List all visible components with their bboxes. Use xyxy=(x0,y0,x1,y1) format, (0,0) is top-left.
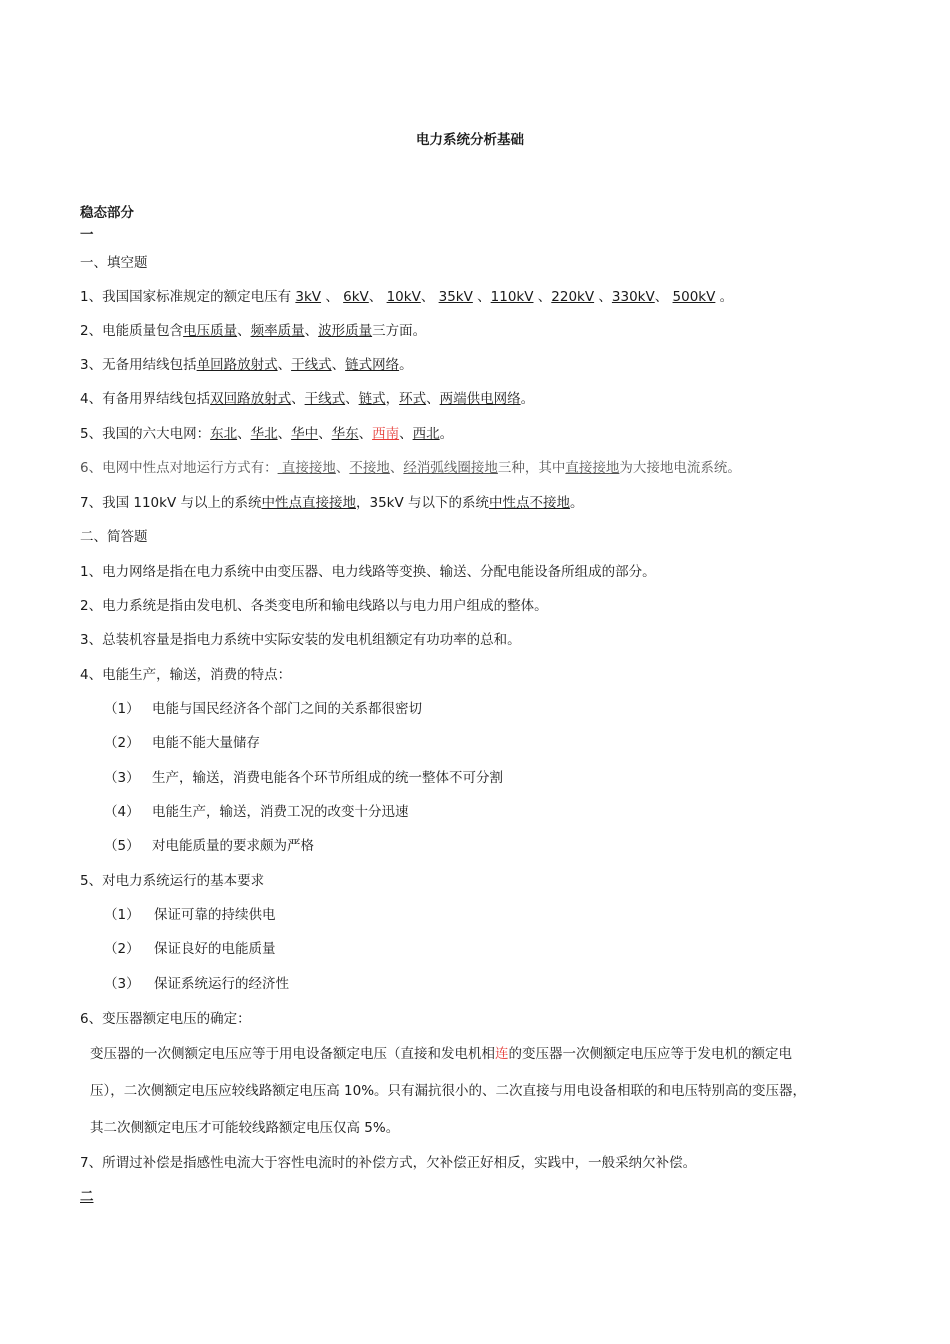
voltage-value: 110kV xyxy=(490,289,534,305)
fill-q1 xyxy=(80,288,733,306)
answer: 中性点不接地 xyxy=(489,495,571,511)
list-item xyxy=(104,906,276,924)
sep: 、 xyxy=(291,391,305,407)
sep: 、 xyxy=(358,426,373,442)
item-number: （2） xyxy=(104,941,140,957)
item-text: 电能不能大量储存 xyxy=(152,735,260,751)
q7-prefix: 7、我国 110kV 与以上的系统 xyxy=(80,495,262,511)
paragraph-line: 压），二次侧额定电压应较线路额定电压高 10%。只有漏抗很小的、二次直接与用电设备相联的和电压特别高的变压器， xyxy=(90,1083,807,1099)
sep: ， xyxy=(385,391,400,407)
section-heading: 稳态部分 xyxy=(80,205,134,221)
list-item xyxy=(104,734,260,752)
item-text: 电能与国民经济各个部门之间的关系都很密切 xyxy=(152,701,422,717)
item-number: （4） xyxy=(104,804,140,820)
list-item xyxy=(104,769,503,787)
short-q6: 6、变压器额定电压的确定： xyxy=(80,1011,251,1027)
sep: 、 xyxy=(654,289,673,305)
q5-prefix: 5、我国的六大电网： xyxy=(80,426,211,442)
fill-q2 xyxy=(80,322,426,340)
list-item xyxy=(104,700,422,718)
sep: 、 xyxy=(321,289,344,305)
sep: 、 xyxy=(594,289,612,305)
voltage-value: 3kV xyxy=(295,289,322,305)
sep: 、 xyxy=(318,426,332,442)
item-text: 保证可靠的持续供电 xyxy=(154,907,276,923)
answer: 中性点直接接地 xyxy=(261,495,356,511)
sep: 、 xyxy=(237,426,251,442)
fill-q4 xyxy=(80,390,534,408)
item-text: 保证良好的电能质量 xyxy=(154,941,276,957)
sep: 、 xyxy=(335,460,350,476)
voltage-value: 35kV xyxy=(438,289,473,305)
answer: 环式 xyxy=(399,391,427,407)
voltage-value: 500kV xyxy=(672,289,716,305)
paragraph-line: 其二次侧额定电压才可能较线路额定电压仅高 5%。 xyxy=(90,1120,400,1136)
voltage-value: 330kV xyxy=(611,289,655,305)
section-mark-two: 二 xyxy=(80,1189,94,1205)
voltage-value: 10kV xyxy=(386,289,421,305)
fill-q6 xyxy=(80,459,741,477)
page-title: 电力系统分析基础 xyxy=(416,132,524,148)
sep: 、 xyxy=(533,289,552,305)
answer: 不接地 xyxy=(349,460,390,476)
text: 的变压器一次侧额定电压应等于发电机的额定电 xyxy=(508,1046,792,1062)
answer: 两端供电网络 xyxy=(439,391,521,407)
short-q2: 2、电力系统是指由发电机、各类变电所和输电线路以与电力用户组成的整体。 xyxy=(80,598,548,614)
short-q1: 1、电力网络是指在电力系统中由变压器、电力线路等变换、输送、分配电能设备所组成的部分。 xyxy=(80,564,656,580)
paragraph-line xyxy=(90,1045,792,1063)
sep: 。 xyxy=(520,391,535,407)
answer: 经消弧线圈接地 xyxy=(403,460,498,476)
q1-prefix: 1、我国国家标准规定的额定电压有 xyxy=(80,289,296,305)
voltage-value: 6kV xyxy=(343,289,369,305)
sep: 三种，其中 xyxy=(497,460,566,476)
answer: 单回路放射式 xyxy=(196,357,278,373)
sep: 、 xyxy=(472,289,491,305)
item-text: 对电能质量的要求颇为严格 xyxy=(152,838,314,854)
grid-name: 华北 xyxy=(250,426,278,442)
answer: 电压质量 xyxy=(183,323,238,339)
sep: ，35kV 与以下的系统 xyxy=(356,495,490,511)
answer: 频率质量 xyxy=(250,323,305,339)
answer: 干线式 xyxy=(304,391,346,407)
section-mark-one: 一 xyxy=(80,227,94,243)
short-q3: 3、总装机容量是指电力系统中实际安装的发电机组额定有功功率的总和。 xyxy=(80,632,521,648)
fill-q5 xyxy=(80,425,453,443)
answer: 直接接地 xyxy=(277,460,336,476)
sep: 、 xyxy=(277,426,292,442)
short-q5: 5、对电力系统运行的基本要求 xyxy=(80,873,265,889)
sep: 、 xyxy=(389,460,404,476)
q3-prefix: 3、无备用结线包括 xyxy=(80,357,197,373)
grid-name: 华东 xyxy=(331,426,359,442)
voltage-value: 220kV xyxy=(551,289,595,305)
grid-name: 华中 xyxy=(291,426,319,442)
list-item xyxy=(104,940,276,958)
answer: 波形质量 xyxy=(318,323,373,339)
short-answer-heading: 二、简答题 xyxy=(80,529,148,545)
item-number: （1） xyxy=(104,907,140,923)
q6-prefix: 6、电网中性点对地运行方式有： xyxy=(80,460,278,476)
sep: 、 xyxy=(237,323,251,339)
sep: 三方面。 xyxy=(372,323,427,339)
sep: 、 xyxy=(277,357,292,373)
item-number: （2） xyxy=(104,735,140,751)
sep: 、 xyxy=(420,289,439,305)
sep: 、 xyxy=(331,357,346,373)
grid-name: 东北 xyxy=(210,426,238,442)
sep: 、 xyxy=(345,391,359,407)
sep: 为大接地电流系统。 xyxy=(619,460,741,476)
q2-prefix: 2、电能质量包含 xyxy=(80,323,184,339)
answer: 干线式 xyxy=(291,357,332,373)
sep: 、 xyxy=(399,426,413,442)
list-item xyxy=(104,975,289,993)
item-text: 保证系统运行的经济性 xyxy=(154,976,289,992)
sep: 、 xyxy=(304,323,319,339)
answer: 链式 xyxy=(358,391,386,407)
sep: 、 xyxy=(426,391,440,407)
list-item xyxy=(104,837,314,855)
item-number: （1） xyxy=(104,701,140,717)
grid-name: 西北 xyxy=(412,426,440,442)
highlight-text: 连 xyxy=(495,1046,509,1062)
item-text: 电能生产，输送，消费工况的改变十分迅速 xyxy=(152,804,409,820)
sep: 。 xyxy=(439,426,454,442)
short-q4: 4、电能生产，输送，消费的特点： xyxy=(80,667,292,683)
short-q7: 7、所谓过补偿是指感性电流大于容性电流时的补偿方式，欠补偿正好相反，实践中，一般采纳欠补偿。 xyxy=(80,1155,697,1171)
sep: 。 xyxy=(570,495,584,511)
q4-prefix: 4、有备用界结线包括 xyxy=(80,391,211,407)
sep: 。 xyxy=(399,357,413,373)
item-text: 生产，输送，消费电能各个环节所组成的统一整体不可分割 xyxy=(152,770,503,786)
item-number: （5） xyxy=(104,838,140,854)
item-number: （3） xyxy=(104,976,140,992)
item-number: （3） xyxy=(104,770,140,786)
sep: 、 xyxy=(368,289,387,305)
answer: 链式网络 xyxy=(345,357,400,373)
sep: 。 xyxy=(715,289,734,305)
text: 变压器的一次侧额定电压应等于用电设备额定电压（直接和发电机相 xyxy=(90,1046,495,1062)
fill-q7 xyxy=(80,494,584,512)
fill-q3 xyxy=(80,356,413,374)
list-item xyxy=(104,803,409,821)
fill-blank-heading: 一、填空题 xyxy=(80,255,148,271)
answer: 双回路放射式 xyxy=(210,391,292,407)
grid-name-highlight: 西南 xyxy=(372,426,400,442)
answer: 直接接地 xyxy=(565,460,620,476)
